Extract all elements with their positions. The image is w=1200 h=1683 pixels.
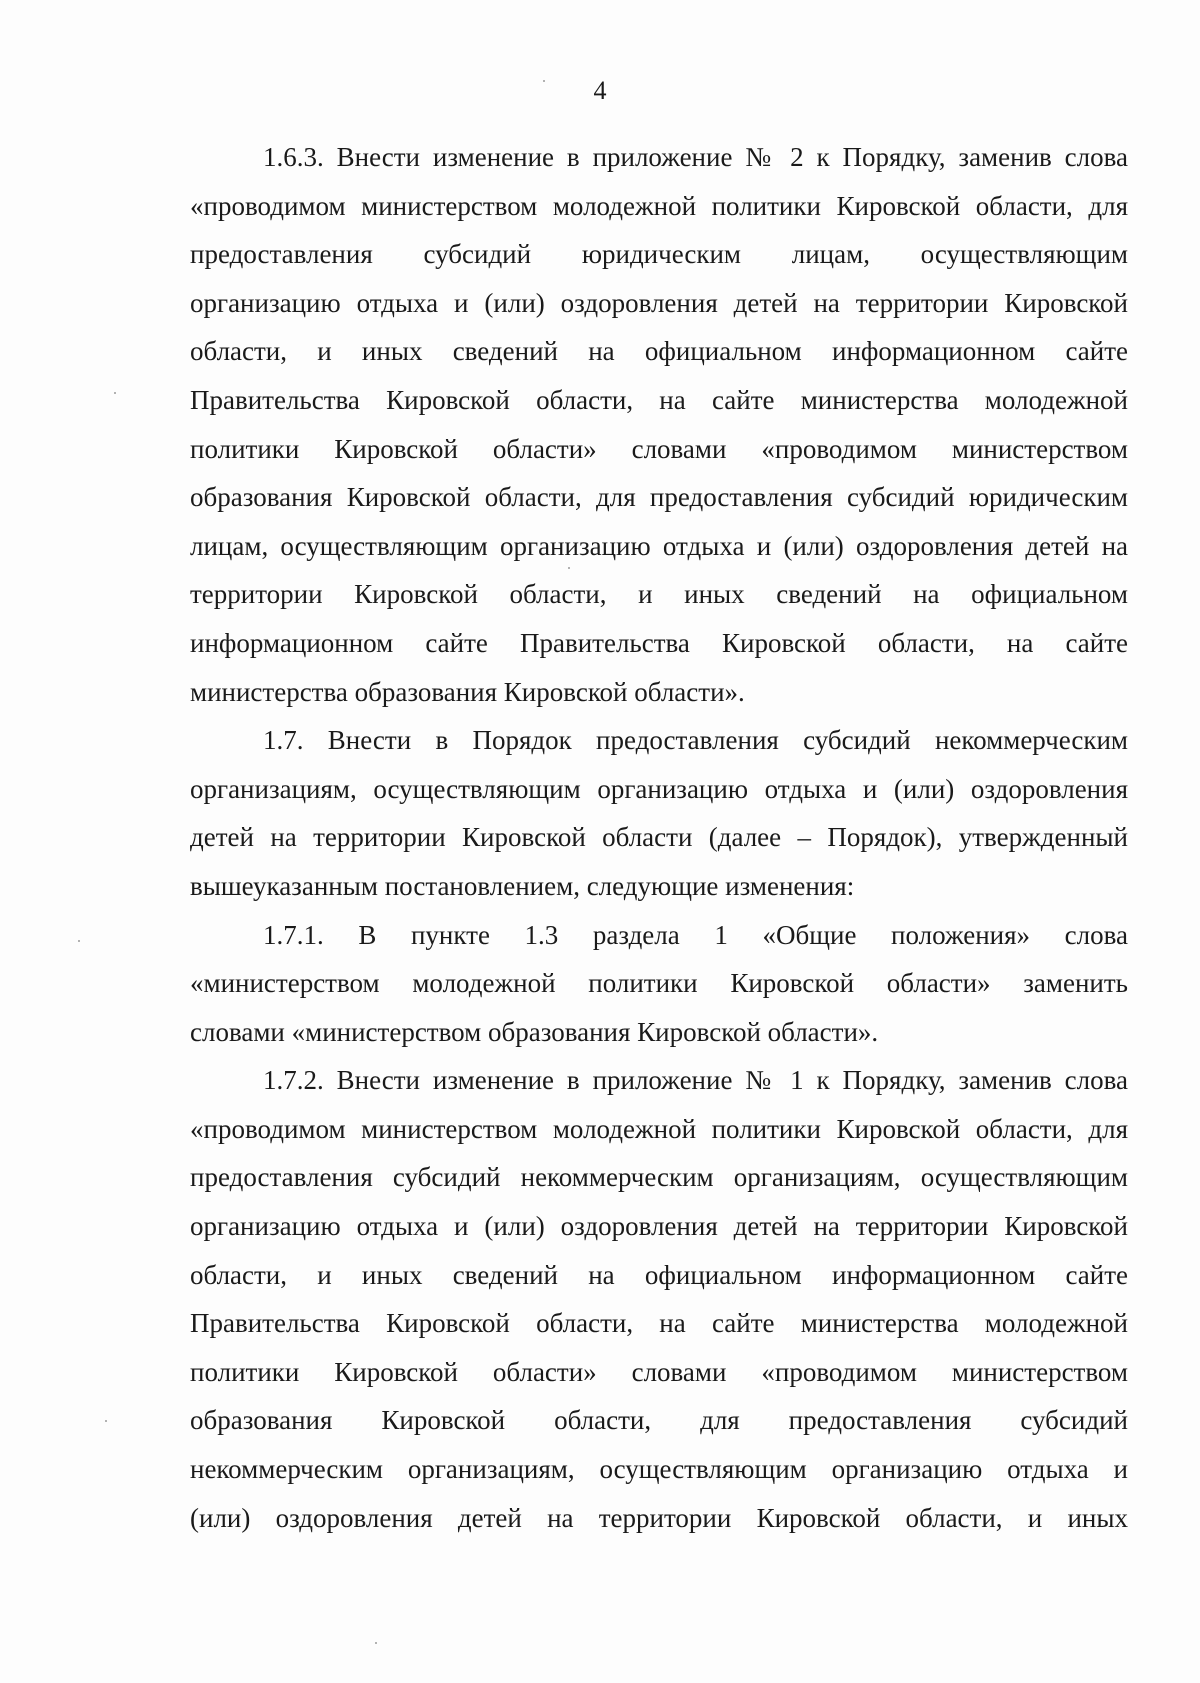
text-line: «проводимом министерством молодежной политики Кировской области, для [190,190,1128,221]
text-line: 1.6.3. Внести изменение в приложение № 2 к Порядку, заменив слова [263,142,1128,172]
scan-speck [114,392,116,394]
paragraph-1-7-2 [190,1056,1128,1542]
page-number: 4 [593,76,607,105]
scan-speck [375,1642,377,1644]
text-line: области, и иных сведений на официальном информационном сайте [190,336,1128,367]
text-line: некоммерческим организациям, осуществляющим организацию отдыха и [190,1454,1128,1485]
text-line: организацию отдыха и (или) оздоровления детей на территории Кировской [190,287,1128,318]
text-line: 1.7. Внести в Порядок предоставления субсидий некоммерческим [263,725,1128,756]
paragraph-1-7 [190,716,1128,910]
document-body [190,133,1128,1542]
text-line: министерства образования Кировской области». [190,676,745,707]
text-line: «министерством молодежной политики Кировской области» заменить [190,968,1128,999]
text-line: организацию отдыха и (или) оздоровления детей на территории Кировской [190,1211,1128,1242]
text-line: «проводимом министерством молодежной политики Кировской области, для [190,1113,1128,1144]
text-line: 1.7.2. Внести изменение в приложение № 1 к Порядку, заменив слова [263,1065,1128,1096]
text-line: политики Кировской области» словами «проводимом министерством [190,433,1128,464]
scan-speck [568,567,570,569]
text-line: области, и иных сведений на официальном информационном сайте [190,1259,1128,1290]
text-line: территории Кировской области, и иных сведений на официальном [190,579,1128,610]
text-line: (или) оздоровления детей на территории Кировской области, и иных [190,1502,1128,1533]
text-line: предоставления субсидий некоммерческим организациям, осуществляющим [190,1162,1128,1193]
text-line: Правительства Кировской области, на сайте министерства молодежной [190,384,1128,415]
paragraph-1-7-1 [190,911,1128,1057]
scan-speck [543,80,545,82]
text-line: лицам, осуществляющим организацию отдыха и (или) оздоровления детей на [190,530,1128,561]
text-line: образования Кировской области, для предоставления субсидий юридическим [190,482,1128,513]
scan-speck [105,1420,107,1422]
text-line: образования Кировской области, для предоставления субсидий [190,1405,1128,1436]
text-line: Правительства Кировской области, на сайте министерства молодежной [190,1308,1128,1339]
text-line: информационном сайте Правительства Кировской области, на сайте [190,627,1128,658]
text-line: предоставления субсидий юридическим лицам, осуществляющим [190,239,1128,270]
text-line: вышеуказанным постановлением, следующие изменения: [190,870,855,901]
text-line: организациям, осуществляющим организацию отдыха и (или) оздоровления [190,773,1128,804]
scan-speck [78,940,80,942]
text-line: детей на территории Кировской области (далее – Порядок), утвержденный [190,822,1128,853]
text-line: словами «министерством образования Кировской области». [190,1016,879,1047]
text-line: политики Кировской области» словами «проводимом министерством [190,1356,1128,1387]
text-line: 1.7.1. В пункте 1.3 раздела 1 «Общие положения» слова [263,919,1128,950]
paragraph-1-6-3 [190,133,1128,716]
